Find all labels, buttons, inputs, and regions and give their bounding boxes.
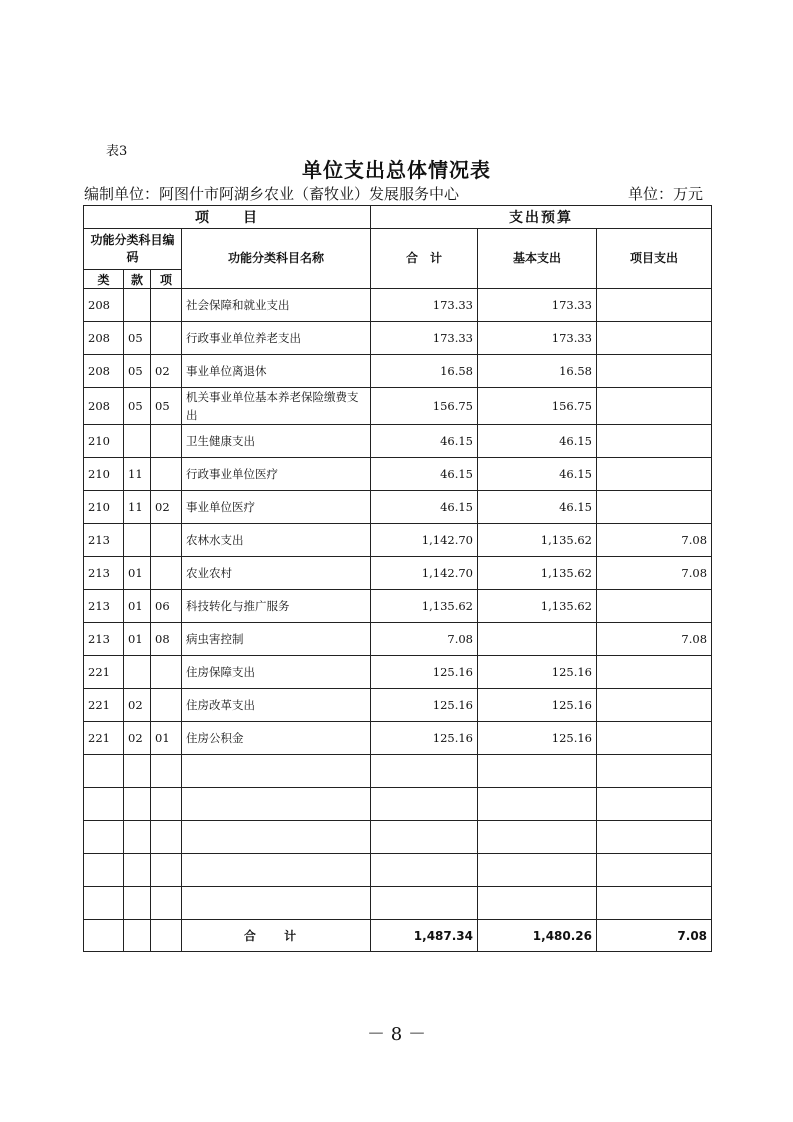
cell-xiang: 06 bbox=[151, 590, 182, 623]
cell-lei: 213 bbox=[84, 590, 124, 623]
cell-lei: 221 bbox=[84, 656, 124, 689]
cell-name bbox=[182, 887, 371, 920]
cell-kuan bbox=[124, 755, 151, 788]
cell-kuan: 11 bbox=[124, 458, 151, 491]
header-xiang: 项 bbox=[151, 270, 182, 289]
cell-xiang bbox=[151, 557, 182, 590]
total-label: 合 计 bbox=[182, 920, 371, 952]
cell-basic: 173.33 bbox=[478, 289, 597, 322]
cell-name: 科技转化与推广服务 bbox=[182, 590, 371, 623]
cell-basic: 46.15 bbox=[478, 458, 597, 491]
cell-lei: 213 bbox=[84, 623, 124, 656]
cell-name: 农业农村 bbox=[182, 557, 371, 590]
unit-line: 单位：万元 bbox=[627, 185, 703, 203]
table-row bbox=[84, 656, 712, 689]
cell-total bbox=[371, 788, 478, 821]
table-number-label: 表3 bbox=[106, 144, 128, 159]
cell-xiang bbox=[151, 524, 182, 557]
cell-project bbox=[597, 355, 712, 388]
table-row bbox=[84, 322, 712, 355]
cell-total: 1,142.70 bbox=[371, 557, 478, 590]
cell-kuan bbox=[124, 289, 151, 322]
cell-total: 1,142.70 bbox=[371, 524, 478, 557]
table-row bbox=[84, 788, 712, 821]
cell-project bbox=[597, 590, 712, 623]
cell-lei: 210 bbox=[84, 491, 124, 524]
cell-basic bbox=[478, 854, 597, 887]
table-row bbox=[84, 590, 712, 623]
cell-lei bbox=[84, 821, 124, 854]
cell-xiang bbox=[151, 755, 182, 788]
cell-lei: 213 bbox=[84, 557, 124, 590]
cell-project bbox=[597, 887, 712, 920]
total-row bbox=[84, 920, 712, 952]
cell-lei: 208 bbox=[84, 388, 124, 425]
total-empty-cell bbox=[124, 920, 151, 952]
cell-basic bbox=[478, 755, 597, 788]
cell-total: 173.33 bbox=[371, 322, 478, 355]
cell-basic: 173.33 bbox=[478, 322, 597, 355]
cell-total: 16.58 bbox=[371, 355, 478, 388]
cell-kuan: 02 bbox=[124, 689, 151, 722]
cell-name: 行政事业单位养老支出 bbox=[182, 322, 371, 355]
cell-name: 社会保障和就业支出 bbox=[182, 289, 371, 322]
table-row bbox=[84, 491, 712, 524]
total-basic: 1,480.26 bbox=[478, 920, 597, 952]
table-row bbox=[84, 425, 712, 458]
total-empty-cell bbox=[151, 920, 182, 952]
cell-xiang bbox=[151, 854, 182, 887]
header-lei: 类 bbox=[84, 270, 124, 289]
table-row bbox=[84, 557, 712, 590]
cell-project bbox=[597, 821, 712, 854]
cell-basic: 125.16 bbox=[478, 656, 597, 689]
table-row bbox=[84, 524, 712, 557]
cell-total: 7.08 bbox=[371, 623, 478, 656]
cell-name: 住房公积金 bbox=[182, 722, 371, 755]
cell-basic: 1,135.62 bbox=[478, 557, 597, 590]
cell-kuan: 11 bbox=[124, 491, 151, 524]
cell-total bbox=[371, 854, 478, 887]
table-row bbox=[84, 289, 712, 322]
total-amount: 1,487.34 bbox=[371, 920, 478, 952]
cell-basic: 125.16 bbox=[478, 722, 597, 755]
cell-project bbox=[597, 458, 712, 491]
cell-xiang bbox=[151, 322, 182, 355]
header-project-expense: 项目支出 bbox=[597, 229, 712, 289]
cell-kuan: 01 bbox=[124, 623, 151, 656]
cell-xiang: 05 bbox=[151, 388, 182, 425]
cell-lei bbox=[84, 887, 124, 920]
cell-total bbox=[371, 755, 478, 788]
cell-kuan: 05 bbox=[124, 388, 151, 425]
document-title: 单位支出总体情况表 bbox=[302, 158, 491, 182]
cell-kuan: 01 bbox=[124, 590, 151, 623]
cell-basic: 46.15 bbox=[478, 491, 597, 524]
cell-lei: 221 bbox=[84, 689, 124, 722]
cell-name: 病虫害控制 bbox=[182, 623, 371, 656]
table-row bbox=[84, 887, 712, 920]
cell-project bbox=[597, 755, 712, 788]
table-row bbox=[84, 722, 712, 755]
cell-project: 7.08 bbox=[597, 524, 712, 557]
cell-xiang: 02 bbox=[151, 355, 182, 388]
cell-project bbox=[597, 854, 712, 887]
cell-name: 住房保障支出 bbox=[182, 656, 371, 689]
total-project: 7.08 bbox=[597, 920, 712, 952]
cell-project bbox=[597, 656, 712, 689]
cell-name bbox=[182, 821, 371, 854]
cell-project bbox=[597, 722, 712, 755]
cell-total bbox=[371, 821, 478, 854]
cell-lei: 213 bbox=[84, 524, 124, 557]
cell-kuan: 05 bbox=[124, 355, 151, 388]
cell-total: 125.16 bbox=[371, 689, 478, 722]
cell-basic bbox=[478, 788, 597, 821]
cell-project: 7.08 bbox=[597, 623, 712, 656]
cell-total: 46.15 bbox=[371, 425, 478, 458]
cell-xiang bbox=[151, 887, 182, 920]
cell-kuan bbox=[124, 854, 151, 887]
cell-total: 46.15 bbox=[371, 491, 478, 524]
cell-basic: 1,135.62 bbox=[478, 524, 597, 557]
page-number: － 8 － bbox=[367, 1024, 426, 1045]
header-func-name: 功能分类科目名称 bbox=[182, 229, 371, 289]
cell-name: 事业单位离退休 bbox=[182, 355, 371, 388]
cell-project bbox=[597, 322, 712, 355]
organization-line: 编制单位：阿图什市阿湖乡农业（畜牧业）发展服务中心 bbox=[84, 185, 460, 203]
header-project: 项 目 bbox=[84, 206, 371, 229]
cell-xiang bbox=[151, 656, 182, 689]
cell-xiang bbox=[151, 788, 182, 821]
cell-basic: 16.58 bbox=[478, 355, 597, 388]
cell-kuan bbox=[124, 887, 151, 920]
cell-lei: 221 bbox=[84, 722, 124, 755]
cell-xiang bbox=[151, 689, 182, 722]
cell-total: 173.33 bbox=[371, 289, 478, 322]
cell-xiang: 08 bbox=[151, 623, 182, 656]
cell-project bbox=[597, 788, 712, 821]
cell-basic: 1,135.62 bbox=[478, 590, 597, 623]
cell-total: 156.75 bbox=[371, 388, 478, 425]
cell-xiang bbox=[151, 425, 182, 458]
cell-basic bbox=[478, 623, 597, 656]
table-row bbox=[84, 854, 712, 887]
cell-project: 7.08 bbox=[597, 557, 712, 590]
cell-kuan bbox=[124, 788, 151, 821]
cell-lei bbox=[84, 755, 124, 788]
cell-name: 机关事业单位基本养老保险缴费支出 bbox=[182, 388, 371, 425]
cell-lei bbox=[84, 854, 124, 887]
cell-project bbox=[597, 289, 712, 322]
cell-xiang: 02 bbox=[151, 491, 182, 524]
total-empty-cell bbox=[84, 920, 124, 952]
cell-project bbox=[597, 425, 712, 458]
cell-kuan bbox=[124, 524, 151, 557]
cell-name: 卫生健康支出 bbox=[182, 425, 371, 458]
cell-basic bbox=[478, 821, 597, 854]
cell-kuan: 02 bbox=[124, 722, 151, 755]
cell-kuan bbox=[124, 656, 151, 689]
cell-name: 农林水支出 bbox=[182, 524, 371, 557]
cell-name bbox=[182, 854, 371, 887]
table-row bbox=[84, 355, 712, 388]
cell-project bbox=[597, 689, 712, 722]
cell-basic: 46.15 bbox=[478, 425, 597, 458]
cell-kuan: 05 bbox=[124, 322, 151, 355]
cell-xiang bbox=[151, 458, 182, 491]
cell-lei: 208 bbox=[84, 355, 124, 388]
header-budget: 支出预算 bbox=[371, 206, 712, 229]
cell-basic bbox=[478, 887, 597, 920]
cell-xiang: 01 bbox=[151, 722, 182, 755]
header-kuan: 款 bbox=[124, 270, 151, 289]
table-row bbox=[84, 689, 712, 722]
table-row bbox=[84, 821, 712, 854]
table-row bbox=[84, 458, 712, 491]
cell-lei bbox=[84, 788, 124, 821]
header-total: 合 计 bbox=[371, 229, 478, 289]
cell-kuan bbox=[124, 425, 151, 458]
cell-total: 46.15 bbox=[371, 458, 478, 491]
cell-total: 1,135.62 bbox=[371, 590, 478, 623]
table-row bbox=[84, 623, 712, 656]
cell-kuan: 01 bbox=[124, 557, 151, 590]
cell-name: 行政事业单位医疗 bbox=[182, 458, 371, 491]
cell-xiang bbox=[151, 289, 182, 322]
table-body bbox=[84, 289, 712, 920]
cell-lei: 208 bbox=[84, 322, 124, 355]
cell-lei: 210 bbox=[84, 425, 124, 458]
cell-name: 事业单位医疗 bbox=[182, 491, 371, 524]
cell-project bbox=[597, 491, 712, 524]
cell-kuan bbox=[124, 821, 151, 854]
header-basic: 基本支出 bbox=[478, 229, 597, 289]
expenditure-table bbox=[83, 205, 712, 952]
cell-name bbox=[182, 788, 371, 821]
cell-lei: 210 bbox=[84, 458, 124, 491]
table-row bbox=[84, 388, 712, 425]
cell-xiang bbox=[151, 821, 182, 854]
cell-total: 125.16 bbox=[371, 722, 478, 755]
cell-total: 125.16 bbox=[371, 656, 478, 689]
header-func-code: 功能分类科目编码 bbox=[84, 229, 182, 270]
cell-name bbox=[182, 755, 371, 788]
cell-total bbox=[371, 887, 478, 920]
cell-project bbox=[597, 388, 712, 425]
table-row bbox=[84, 755, 712, 788]
cell-basic: 156.75 bbox=[478, 388, 597, 425]
cell-name: 住房改革支出 bbox=[182, 689, 371, 722]
cell-basic: 125.16 bbox=[478, 689, 597, 722]
cell-lei: 208 bbox=[84, 289, 124, 322]
